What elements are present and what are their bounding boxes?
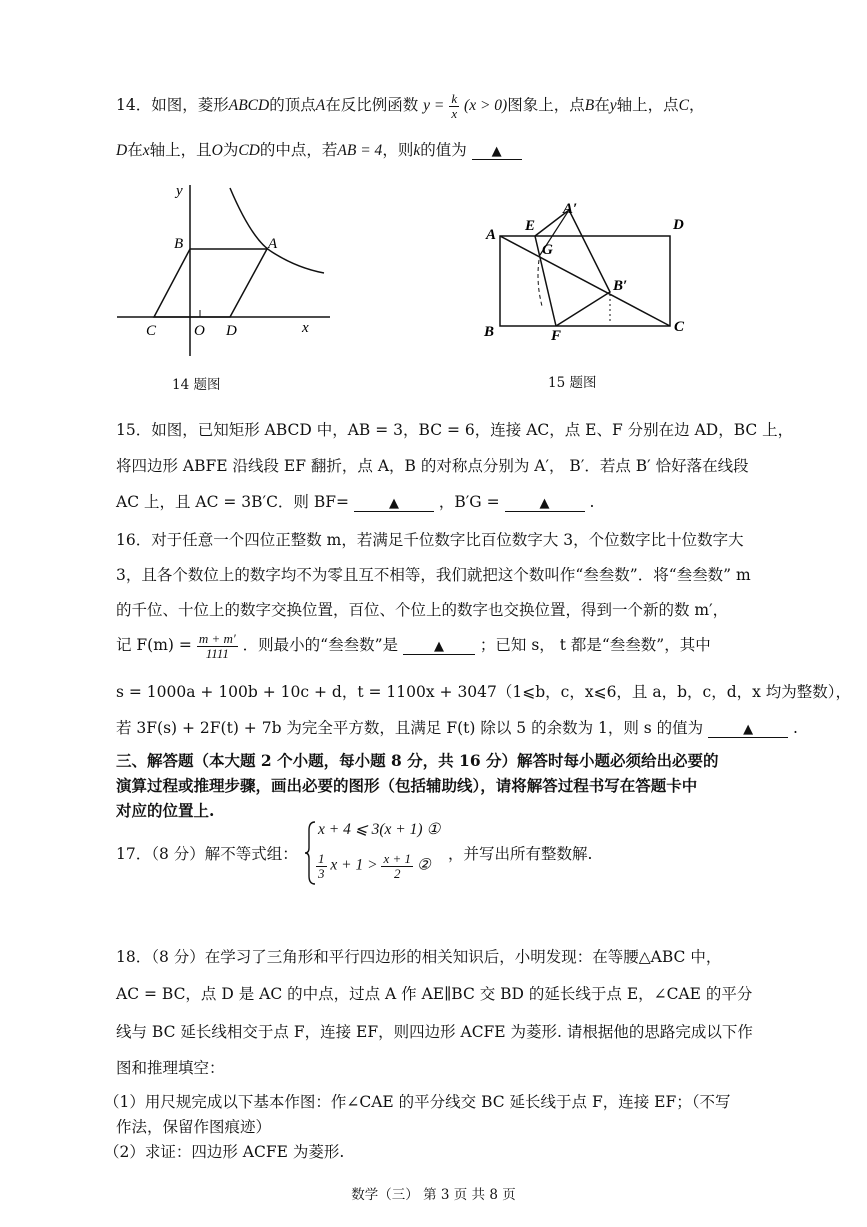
q15-answer-blank-bg: ▲ [505,493,585,512]
q18-line-1: 18．（8 分）在学习了三角形和平行四边形的相关知识后，小明发现：在等腰△ABC 中， [116,948,722,966]
label-x: x [302,320,309,336]
q17-inequality-1: x + 4 ⩽ 3(x + 1) ① [318,821,441,838]
page-footer: 数学（三） 第 3 页 共 8 页 [351,1187,516,1203]
q18-line-4: 图和推理填空： [116,1059,225,1077]
q16-line-4: 记 F(m) = $\frac{m + m'}{1111}$ ．则最小的“叁叁数”是 ▲ ；已知 s， t 都是“叁叁数”，其中 [116,631,711,661]
label-D: D [673,217,684,233]
section-3-line-3: 对应的位置上. [116,801,215,820]
label-B: B [484,324,495,340]
fraction-m-plus-m-prime: $\frac{m + m'}{1111}$ [198,631,236,661]
q15-line-2: 将四边形 ABFE 沿线段 EF 翻折，点 A，B 的对称点分别为 A′， B′．若点 B′ 恰好落在线段 [116,457,749,475]
caption-14: 14 题图 [172,377,221,393]
hyperbola-curve [230,188,324,273]
label-O: O [194,323,205,339]
q15-answer-blank-bf: ▲ [354,493,434,512]
q17-inequality-2: $\frac{1}{3}$ x + 1 > $\frac{x + 1}{2}$ ② [318,851,431,881]
folded-quadrilateral [535,210,610,326]
q16-answer-blank-s: ▲ [708,719,788,738]
label-D: D [226,323,237,339]
caption-15: 15 题图 [548,375,597,391]
dashed-arc [538,260,542,306]
diagonal-ac [500,236,670,326]
label-F: F [551,328,562,344]
right-angle-mark [200,310,207,317]
label-E: E [525,218,536,234]
q17-prefix: 17．（8 分）解不等式组： [116,845,298,863]
label-G: G [542,242,553,258]
figure-14 [112,180,337,370]
q14-answer-blank: ▲ [472,141,522,160]
figure-15 [478,198,698,348]
q16-answer-blank-smallest: ▲ [403,636,475,655]
label-C: C [674,319,685,335]
label-A: A [268,236,278,252]
fraction-one-third: $\frac{1}{3}$ [318,851,325,881]
q16-line-6: 若 3F(s) + 2F(t) + 7b 为完全平方数，且满足 F(t) 除以 5 的余数为 1，则 s 的值为 ▲ . [116,719,798,737]
q16-line-2: 3，且各个数位上的数字均不为零且互不相等，我们就把这个数叫作“叁叁数”．将“叁叁数” m [116,566,751,584]
q18-line-2: AC = BC，点 D 是 AC 的中点，过点 A 作 AE∥BC 交 BD 的延长线于点 E，∠CAE 的平分 [116,985,753,1003]
q18-part-1-a: （1）用尺规完成以下基本作图：作∠CAE 的平分线交 BC 延长线于点 F，连接 EF；（不写 [104,1093,731,1111]
label-B-prime: B′ [613,278,628,294]
label-y: y [176,183,183,199]
q16-line-1: 16．对于任意一个四位正整数 m，若满足千位数字比百位数字大 3，个位数字比十位数字大 [116,531,744,549]
section-3-line-1: 三、解答题（本大题 2 个小题，每小题 8 分，共 16 分）解答时每小题必须给出必要的 [116,751,719,770]
q17-suffix: ，并写出所有整数解. [448,845,593,863]
label-A-prime: A′ [563,201,578,217]
q16-line-3: 的千位、十位上的数字交换位置，百位、个位上的数字也交换位置，得到一个新的数 m′， [116,601,729,619]
q18-part-2: （2）求证：四边形 ACFE 为菱形. [104,1143,345,1161]
label-C: C [146,323,157,339]
q16-line-5: s = 1000a + 100b + 10c + d，t = 1100x + 3047（1⩽b，c，x⩽6，且 a，b，c，d，x 均为整数）， [116,683,852,701]
label-A: A [486,227,497,243]
fraction-x-plus-1-over-2: $\frac{x + 1}{2}$ [383,851,411,881]
label-B: B [174,236,184,252]
q15-line-3: AC 上，且 AC = 3B′C．则 BF= ▲ ，B′G = ▲ . [116,493,595,511]
section-3-line-2: 演算过程或推理步骤，画出必要的图形（包括辅助线），请将解答过程书写在答题卡中 [116,776,698,795]
q14-line-2: D在x轴上，且O为CD的中点，若AB = 4，则k的值为 ▲ [116,138,522,160]
q15-line-1: 15．如图，已知矩形 ABCD 中，AB = 3，BC = 6，连接 AC，点 E、F 分别在边 AD，BC 上， [116,421,794,439]
q18-line-3: 线与 BC 延长线相交于点 F，连接 EF，则四边形 ACFE 为菱形. 请根据他的思路完成以下作 [116,1023,753,1041]
q14-line-1: 14．如图，菱形ABCD的顶点A在反比例函数 y = $\frac{k}{x}$ (x > 0)图象上，点B在y轴上，点C， [116,91,705,121]
q18-part-1-b: 作法，保留作图痕迹） [116,1118,272,1136]
fraction-k-over-x: $\frac{k}{x}$ [451,91,458,121]
rhombus-abcd [154,249,267,317]
